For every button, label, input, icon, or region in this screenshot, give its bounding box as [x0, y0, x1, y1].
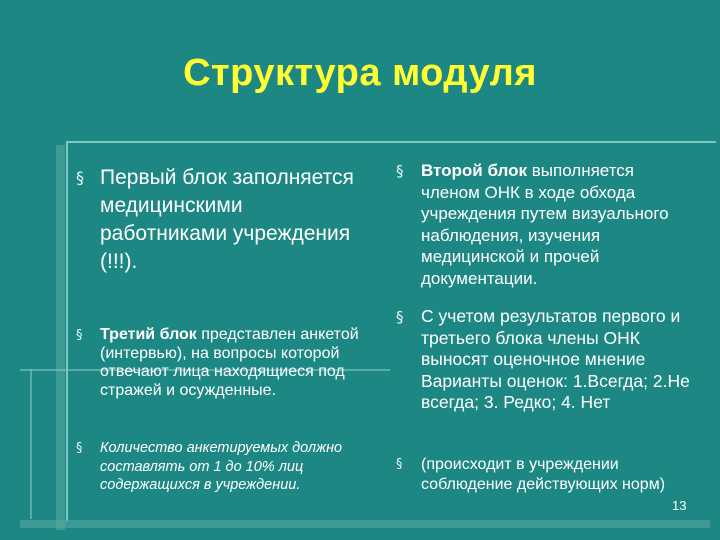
third-block-text: представлен анкетой (интервью), на вопросы которой отвечают лица находящиеся под стражей и осужденные.: [100, 326, 359, 399]
bullet-icon: §: [76, 328, 83, 343]
bullet-icon: §: [396, 162, 404, 180]
bullet-icon: §: [76, 168, 84, 187]
second-block-label: Второй блок: [421, 161, 528, 180]
left-item-first-block: Первый блок заполняется медицинскими работниками учреждения (!!!).: [100, 166, 354, 273]
frame-top-line: [66, 141, 716, 143]
second-block-text: выполняется членом ОНК в ходе обхода учреждения путем визуального наблюдения, изучения медицинской и прочей документации.: [421, 161, 669, 288]
left-item-respondents: Количество анкетируемых должно составлять от 1 до 10% лиц содержащихся в учреждении.: [100, 440, 343, 493]
right-item-norms: (происходит в учреждении соблюдение действующих норм): [421, 456, 666, 493]
bullet-icon: §: [396, 457, 403, 472]
frame-inner-vline: [30, 369, 32, 519]
left-item-third-block: [100, 326, 390, 400]
page-number: 13: [672, 498, 687, 513]
right-item-assessment: С учетом результатов первого и третьего блока члены ОНК выносят оценочное мнение Варианты оценок: 1.Всегда; 2.Не всегда; 3. Редко; 4. Нет: [421, 306, 690, 412]
bullet-icon: §: [396, 308, 404, 326]
frame-left-line: [66, 141, 68, 521]
frame-left-shadow: [56, 145, 65, 530]
slide-title: Структура модуля: [183, 52, 537, 94]
bullet-icon: §: [76, 441, 83, 456]
right-item-second-block: [421, 160, 691, 289]
frame-bottom-shadow: [20, 520, 710, 528]
third-block-label: Третий блок: [100, 326, 197, 343]
